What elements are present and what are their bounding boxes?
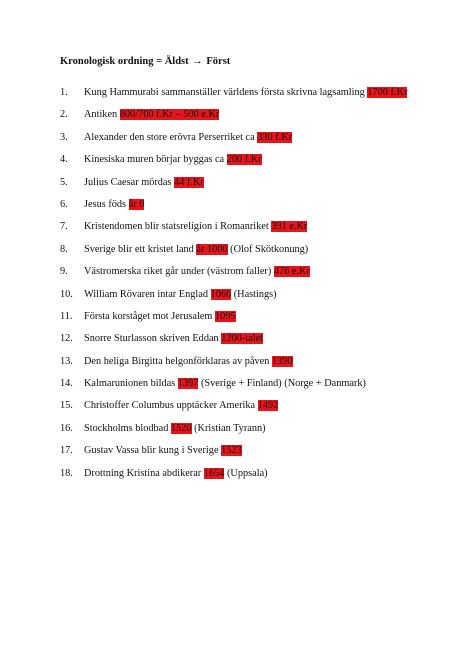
list-item	[60, 422, 460, 444]
list-item	[60, 243, 460, 265]
list-item-text: Västromerska riket går under (västrom faller)	[84, 266, 274, 278]
list-item-text: Kalmarunionen bildas	[84, 378, 178, 390]
list-item-number: 14.	[60, 378, 73, 390]
list-item-text: Stockholms blodbad	[84, 422, 171, 434]
list-item	[60, 310, 460, 332]
highlighted-date: 44 f.Kr	[174, 176, 204, 188]
list-item-number: 1.	[60, 87, 68, 98]
list-item	[60, 399, 460, 421]
list-item-number: 17.	[60, 445, 73, 457]
list-item-text: Drottning Kristina abdikerar	[84, 467, 204, 479]
list-item	[60, 86, 460, 108]
list-item-text: Antiken	[84, 109, 120, 121]
list-item	[60, 467, 460, 489]
list-item	[60, 288, 460, 310]
highlighted-date: år 1000	[196, 243, 228, 255]
highlighted-date: 800/700 f.Kr – 500 e.Kr	[119, 109, 220, 121]
list-item-text: (Kristian Tyrann)	[191, 422, 266, 434]
list-item-number: 15.	[60, 400, 73, 412]
list-item-number: 9.	[60, 266, 68, 278]
list-item-number: 8.	[60, 243, 68, 255]
list-item-number: 13.	[60, 355, 73, 367]
highlighted-date: 1654	[203, 467, 225, 479]
list-item-number: 11.	[60, 310, 73, 322]
list-item-number: 12.	[60, 333, 73, 345]
list-item	[60, 444, 460, 466]
list-item	[60, 176, 460, 198]
list-item-text: Gustav Vassa blir kung i Sverige	[84, 445, 222, 457]
list-item	[60, 332, 460, 354]
list-item-text: William Rövaren intar Englad	[84, 288, 211, 300]
highlighted-date: 476 e.Kr	[273, 266, 310, 278]
heading-text-left: Kronologisk ordning = Äldst	[60, 56, 189, 67]
list-item-number: 4.	[60, 154, 68, 166]
list-item-text: Första korståget mot Jerusalem	[84, 310, 215, 322]
list-item-text: Christoffer Columbus upptäcker Amerika	[84, 400, 258, 412]
list-item	[60, 265, 460, 287]
highlighted-date: 330 f.Kr	[257, 131, 293, 143]
highlighted-date: 1397	[177, 378, 199, 390]
highlighted-date: 1523	[221, 445, 242, 457]
list-item-text: (Uppsala)	[224, 467, 268, 479]
list-item-text: Kinesiska muren börjar byggas ca	[84, 154, 227, 166]
list-item-number: 16.	[60, 422, 73, 434]
highlighted-date: 200 f.Kr	[226, 154, 262, 166]
highlighted-date: 1390	[271, 355, 293, 367]
list-item-text: Kristendomen blir statsreligion i Romanriket	[84, 221, 272, 233]
list-item-number: 5.	[60, 176, 68, 188]
list-item-text: Julius Caesar mördas	[84, 176, 175, 188]
list-item-number: 6.	[60, 198, 68, 210]
highlighted-date: 1066	[210, 288, 232, 300]
list-item-text: Den heliga Birgitta helgonförklaras av påven	[84, 355, 272, 367]
list-item	[60, 220, 460, 242]
list-item-text: Sverige blir ett kristet land	[84, 243, 197, 255]
page-heading	[60, 55, 230, 68]
list-item	[60, 198, 460, 220]
list-item	[60, 153, 460, 175]
list-item-text: Jesus föds	[84, 198, 129, 210]
list-item	[60, 131, 460, 153]
list-item-text: Alexander den store erövra Perserriket ca	[84, 131, 258, 143]
list-item-text: Kung Hammurabi sammanställer världens första skrivna lagsamling	[84, 87, 368, 98]
list-item-number: 2.	[60, 109, 68, 121]
list-item-number: 7.	[60, 221, 68, 233]
list-item-number: 18.	[60, 467, 73, 479]
highlighted-date: 1200-talet	[221, 333, 264, 345]
list-item-text: (Sverige + Finland) (Norge + Danmark)	[198, 378, 366, 390]
list-item	[60, 108, 460, 130]
highlighted-date: år 0	[128, 198, 145, 210]
list-item-text: Snorre Sturlasson skriven Eddan	[84, 333, 222, 345]
highlighted-date: 1520	[170, 422, 192, 434]
list-item-text: (Olof Skötkonung)	[227, 243, 309, 255]
highlighted-date: 1700 f.Kr	[367, 87, 408, 98]
chronology-list	[60, 86, 460, 489]
right-arrow-icon: →	[192, 56, 203, 67]
heading-text-right: Först	[206, 56, 231, 67]
list-item	[60, 355, 460, 377]
highlighted-date: 1095	[214, 310, 236, 322]
list-item-number: 3.	[60, 131, 68, 143]
list-item-text: (Hastings)	[231, 288, 277, 300]
list-item-number: 10.	[60, 288, 73, 300]
highlighted-date: 391 e.Kr	[271, 221, 308, 233]
list-item	[60, 377, 460, 399]
highlighted-date: 1492	[257, 400, 279, 412]
